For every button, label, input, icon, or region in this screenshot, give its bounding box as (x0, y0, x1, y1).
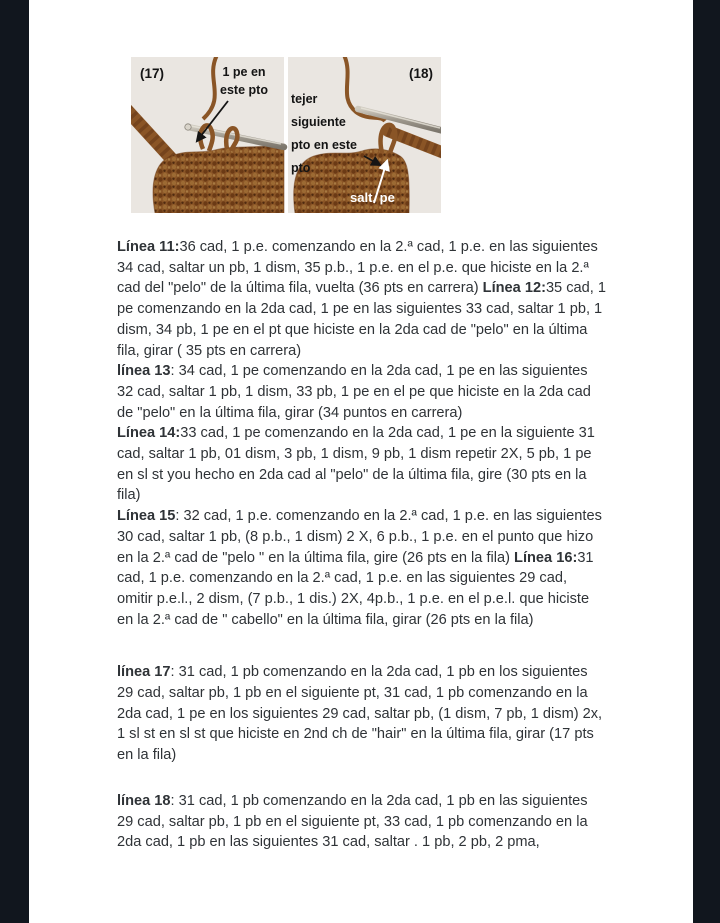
figure-annotation-skip-label: salt. pe (350, 190, 395, 205)
photo-18 (288, 57, 441, 213)
photo-17 (131, 57, 284, 213)
figure-annotation-17-line2: este pto (220, 83, 268, 97)
figure-step-label-18: (18) (408, 66, 433, 81)
figure-svg (131, 57, 441, 213)
document-page (29, 0, 693, 923)
paragraph-linea-14 (117, 423, 606, 506)
row-label: Línea 14: (117, 425, 181, 442)
row-label: Línea 15 (117, 508, 176, 525)
instruction-text: 36 cad, 1 p.e. comenzando en la 2.ª cad, 1 p.e. en las siguientes 34 cad, saltar un pb, 1 dism, 35 p.b., 1 p.e. en el p.e. que hiciste en la 2.ª cad del "pelo" de la última fila, vuelta (36 pts en carrera) (117, 239, 598, 297)
row-label: línea 18 (117, 792, 171, 809)
row-label: línea 17 (117, 664, 171, 681)
figure-annotation-18-line2: siguiente (291, 115, 346, 129)
right-gutter (691, 0, 720, 923)
row-label: Línea 12: (482, 280, 546, 297)
instruction-text: : 34 cad, 1 pe comenzando en la 2da cad, 1 pe en las siguientes 32 cad, saltar 1 pb, 1 dism, 33 pb, 1 pe en el pe que hiciste en la 2da cad de "pelo" en la última fila, girar (34 puntos en carrera) (117, 363, 591, 421)
figure-step-label-17: (17) (140, 66, 165, 81)
crochet-photos-figure (131, 57, 441, 213)
instruction-text: 33 cad, 1 pe comenzando en la 2da cad, 1 pe en la siguiente 31 cad, saltar 1 pb, 01 dism, 3 pb, 1 dism, 9 pb, 1 dism repetir 2X, 5 pb, 1 pe en sl st you hecho en 2da cad al "pelo" de la última fila, gire (30 pts en la fila) (117, 425, 595, 504)
left-gutter (0, 0, 31, 923)
figure-annotation-17-line1: 1 pe en (222, 65, 266, 79)
instruction-text: : 32 cad, 1 p.e. comenzando en la 2.ª cad, 1 p.e. en las siguientes 30 cad, saltar 1 pb, (8 p.b., 1 dism) 2 X, 6 p.b., 1 p.e. en el punto que hizo en la 2.ª cad de "pelo " en la última fila, gire (26 pts en la fila) (117, 508, 602, 566)
row-label: línea 13 (117, 363, 171, 380)
instruction-text: 31 cad, 1 p.e. comenzando en la 2.ª cad, 1 p.e. en las siguientes 29 cad, omitir p.e.l., 2 dism, (7 p.b., 1 dis.) 2X, 4p.b., 1 p.e. en el p.e.l. que hiciste en la 2.ª cad de " cabello" en la última fila, girar (26 pts en la fila) (117, 549, 594, 628)
row-label: Línea 16: (514, 549, 578, 566)
instruction-text: : 31 cad, 1 pb comenzando en la 2da cad, 1 pb en los siguientes 29 cad, saltar pb, 1 pb en el siguiente pt, 31 cad, 1 pb comenzando en la 2da cad, 1 pe en los siguientes 29 cad, saltar pb, (1 dism, 7 pb, 1 dism) 2x, 1 sl st en sl st que hiciste en 2nd ch de "hair" en la última fila, girar (17 pts en la fila) (117, 664, 603, 764)
paragraph-linea-17 (117, 662, 606, 766)
paragraph-linea-15-16 (117, 506, 606, 630)
paragraph-linea-13 (117, 361, 606, 423)
pattern-text (117, 237, 606, 853)
instruction-text: 35 cad, 1 pe comenzando en la 2da cad, 1 pe en las siguientes 33 cad, saltar 1 pb, 1 dism, 34 pb, 1 pe en el pt que hiciste en la 2da cad de "pelo" en la última fila, girar ( 35 pts en carrera) (117, 280, 606, 359)
instruction-text: : 31 cad, 1 pb comenzando en la 2da cad, 1 pb en las siguientes 29 cad, saltar pb, 1 pb en el siguiente pt, 33 cad, 1 pb comenzando en la 2da cad, 1 pb en las siguientes 31 cad, saltar . 1 pb, 2 pb, 2 pma, (117, 792, 588, 851)
row-label: Línea 11: (117, 239, 180, 255)
paragraph-linea-11-12 (117, 237, 606, 361)
figure-annotation-18-line4: pto (291, 161, 311, 175)
paragraph-linea-18 (117, 791, 606, 853)
figure-annotation-18-line3: pto en este (291, 138, 357, 152)
figure-annotation-18-line1: tejer (291, 92, 318, 106)
